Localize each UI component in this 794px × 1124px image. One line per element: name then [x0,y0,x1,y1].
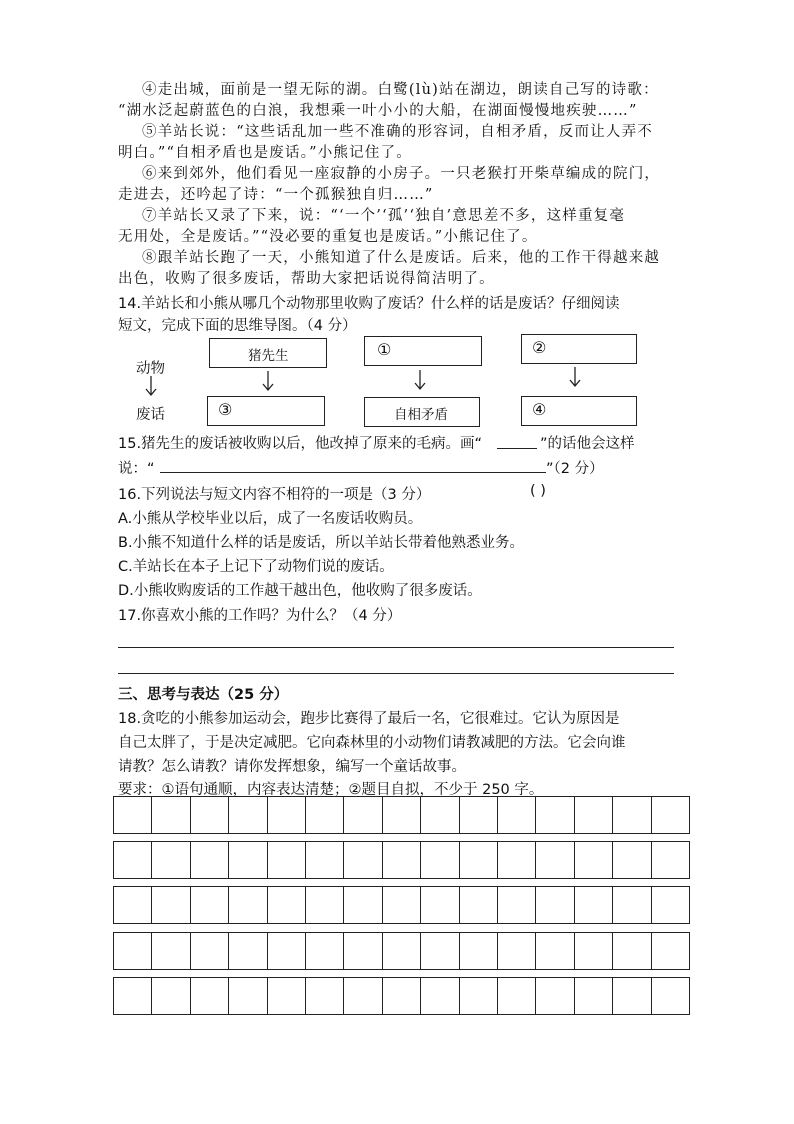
q15-underline-mark [497,448,537,449]
q17-stem: 17.你喜欢小熊的工作吗？为什么？（4 分） [118,608,402,624]
passage-line-8: 无用处，全是废话。”“没必要的重复也是废话。”小熊记住了。 [118,229,538,245]
writing-grid-row[interactable] [113,796,690,834]
passage-line-1: ④走出城，面前是一望无际的湖。白鹭(lù)站在湖边，朗读自己写的诗歌： [142,82,659,98]
mindmap-box-blank-2-label: ② [532,338,547,357]
mindmap-arrow-left [144,375,158,397]
writing-grid-row[interactable] [113,932,690,970]
q15-line-1-a: 15.猪先生的废话被收购以后，他改掉了原来的毛病。画“ [118,436,483,452]
mindmap-box-blank-4-label: ④ [532,400,547,419]
q16-option-c: C.羊站长在本子上记下了动物们说的废话。 [118,559,394,575]
writing-grid-row[interactable] [113,886,690,924]
section-3-title: 三、思考与表达（25 分） [118,687,289,703]
mindmap-box-blank-3-label: ③ [218,400,233,419]
q16-option-b: B.小熊不知道什么样的话是废话，所以羊站长带着他熟悉业务。 [118,535,525,551]
mindmap-box-contradiction-text: 自相矛盾 [394,407,448,423]
q15-answer-line[interactable] [160,472,546,473]
mindmap-box-blank-1-label: ① [377,340,392,359]
passage-line-6: 走进去，还吟起了诗：“一个孤猴独自归……” [118,187,434,203]
writing-grid-row[interactable] [113,841,690,879]
q18-requirement: 要求：①语句通顺，内容表达清楚；②题目自拟，不少于 250 字。 [118,782,544,798]
passage-line-2: “湖水泛起蔚蓝色的白浪，我想乘一叶小小的大船，在湖面慢慢地疾驶……” [118,103,638,119]
q18-line-1: 18.贪吃的小熊参加运动会，跑步比赛得了最后一名，它很难过。它认为原因是 [118,711,620,727]
mindmap-arrow-2 [413,369,427,391]
q16-option-d: D.小熊收购废话的工作越干越出色，他收购了很多废话。 [118,583,482,599]
passage-line-4: 明白。”“自相矛盾也是废话。”小熊记住了。 [118,145,412,161]
q17-answer-line-2[interactable] [118,673,674,674]
q16-option-a: A.小熊从学校毕业以后，成了一名废话收购员。 [118,511,423,527]
passage-line-10: 出色，收购了很多废话，帮助大家把话说得简洁明了。 [118,271,495,287]
q18-line-2: 自己太胖了，于是决定减肥。它向森林里的小动物们请教减肥的方法。它会向谁 [118,735,626,751]
mindmap-box-pig-text: 猪先生 [248,348,289,364]
passage-line-7: ⑦羊站长又录了下来，说：“‘一个’‘孤’‘独自’意思差不多，这样重复毫 [142,208,626,224]
mindmap-label-animal: 动物 [136,361,165,377]
passage-line-5: ⑥来到郊外，他们看见一座寂静的小房子。一只老猴打开柴草编成的院门， [142,166,661,182]
mindmap-label-waste: 废话 [136,407,165,423]
mindmap-arrow-3 [568,366,582,388]
writing-grid-row[interactable] [113,977,690,1015]
q17-answer-line-1[interactable] [118,647,674,648]
q16-answer-paren[interactable]: ( ) [530,483,546,499]
mindmap-arrow-1 [261,370,275,392]
q18-line-3: 请教？怎么请教？请你发挥想象，编写一个童话故事。 [118,759,466,775]
passage-line-3: ⑤羊站长说：“这些话乱加一些不准确的形容词，自相矛盾，反而让人弄不 [142,124,654,140]
q14-stem-line-1: 14.羊站长和小熊从哪几个动物那里收购了废话？什么样的话是废话？仔细阅读 [118,296,620,312]
q15-line-2-b: ”（2 分） [546,461,604,477]
passage-line-9: ⑧跟羊站长跑了一天，小熊知道了什么是废话。后来，他的工作干得越来越 [142,250,661,266]
q14-stem-line-2: 短文，完成下面的思维导图。（4 分） [118,318,357,334]
q15-line-2-a: 说：“ [118,461,155,477]
q16-stem: 16.下列说法与短文内容不相符的一项是（3 分） [118,487,431,503]
q15-line-1-b: ”的话他会这样 [540,436,635,452]
